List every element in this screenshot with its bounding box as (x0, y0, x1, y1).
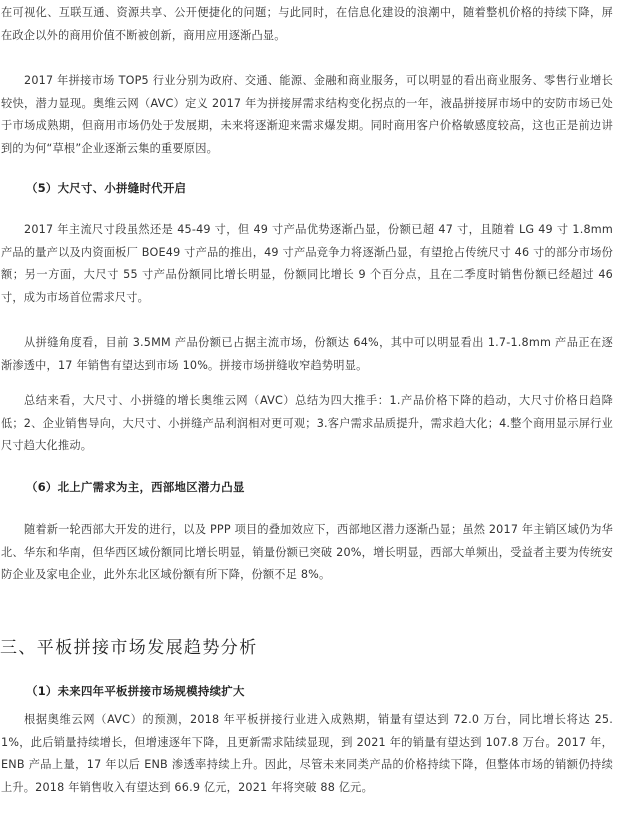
paragraph-commercial-value: 在可视化、互联互通、资源共享、公开便捷化的问题；与此同时，在信息化建设的浪潮中，随着整机价格的持续下降，屏在政企以外的商用价值不断被创新，商用应用逐渐凸显。 (1, 6, 613, 42)
paragraph-industry-top5: 2017 年拼接市场 TOP5 行业分别为政府、交通、能源、金融和商业服务，可以明显的看出商业服务、零售行业增长较快，潜力显现。奥维云网（AVC）定义 2017 年为拼接屏需求结构变化拐点的一年，液晶拼接屏市场中的安防市场已处于市场成熟期，但商用市场仍处于发展期，未来将逐渐迎来需求爆发期。同时商用客户价格敏感度较高，这也正是前边讲到的为何“草根”企业逐渐云集的重要原因。 (1, 74, 613, 155)
subheading-regional-demand: （6）北上广需求为主，西部地区潜力凸显 (26, 480, 245, 494)
subheading-large-size: （5）大尺寸、小拼缝时代开启 (26, 181, 187, 195)
paragraph-forecast: 根据奥维云网（AVC）的预测，2018 年平板拼接行业进入成熟期，销量有望达到 72.0 万台，同比增长将达 25.1%，此后销量持续增长，但增速逐年下降，且更新需求陆续显现，到 2021 年的销量有望达到 107.8 万台。2017 年，ENB 产品上量，17 年以后 ENB 渗透率持续上升。因此，尽管未来同类产品的价格持续下降，但整体市场的销额仍持续上升。2018 年销售收入有望达到 66.9 亿元，2021 年将突破 88 亿元。 (1, 713, 613, 794)
paragraph-four-drivers: 总结来看，大尺寸、小拼缝的增长奥维云网（AVC）总结为四大推手：1.产品价格下降的趋动，大尺寸价格日趋降低；2、企业销售导向，大尺寸、小拼缝产品利润相对更可观；3.客户需求品质提升，需求趋大化；4.整个商用显示屏行业尺寸趋大化推动。 (1, 394, 613, 453)
paragraph-bezel-width: 从拼缝角度看，目前 3.5MM 产品份额已占据主流市场，份额达 64%，其中可以明显看出 1.7-1.8mm 产品正在逐渐渗透中，17 年销售有望达到市场 10%。拼接市场拼缝收窄趋势明显。 (1, 336, 613, 372)
paragraph-western-region: 随着新一轮西部大开发的进行，以及 PPP 项目的叠加效应下，西部地区潜力逐渐凸显；虽然 2017 年主销区域仍为华北、华东和华南，但华西区域份额同比增长明显，销量份额已突破 20%，增长明显，西部大单频出，受益者主要为传统安防企业及家电企业，此外东北区域份额有所下降，份额不足 8%。 (1, 523, 613, 582)
section-title: 三、平板拼接市场发展趋势分析 (0, 638, 258, 658)
subheading-market-scale: （1）未来四年平板拼接市场规模持续扩大 (26, 684, 245, 698)
paragraph-mainstream-size: 2017 年主流尺寸段虽然还是 45-49 寸，但 49 寸产品优势逐渐凸显，份额已超 47 寸，且随着 LG 49 寸 1.8mm 产品的量产以及内资面板厂 BOE49 寸产品的推出，49 寸产品竞争力将逐渐凸显，有望抢占传统尺寸 46 寸的部分市场份额；另一方面，大尺寸 55 寸产品份额同比增长明显，份额同比增长 9 个百分点，且在二季度时销售份额已经超过 46 寸，成为市场首位需求尺寸。 (1, 223, 613, 304)
